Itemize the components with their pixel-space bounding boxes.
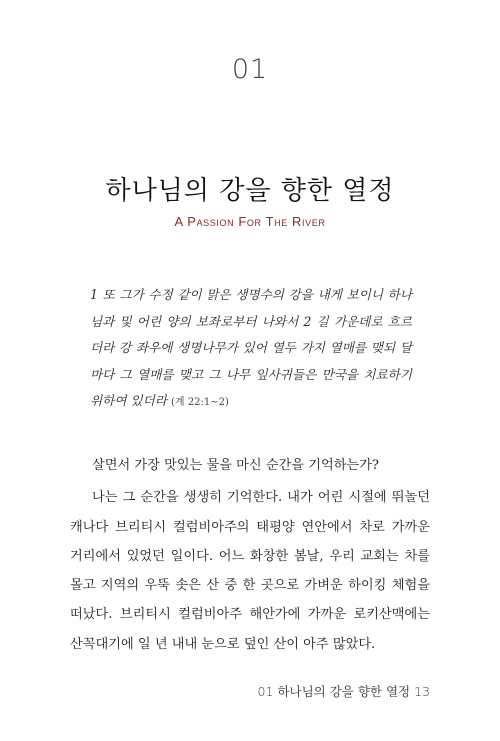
body-paragraph: 나는 그 순간을 생생히 기억한다. 내가 어린 시절에 뛰놀던 캐나다 브리티시 컬럼비아주의 태평양 연안에서 차로 가까운 거리에서 있었던 일이다. 어느 화창한 봄날, 우리 교회는 차를 몰고 지역의 우뚝 솟은 산 중 한 곳으로 가벼운 하이킹 체험을 떠났다. 브리티시 컬럼비아주 해안가에 가까운 로키산맥에는 산꼭대기에 일 년 내내 눈으로 덮인 산이 아주 많았다. [70, 490, 430, 652]
chapter-number: 01 [231, 54, 269, 85]
footer-chapter-label: 01 [257, 684, 274, 699]
chapter-subtitle: A Passion For The River [174, 214, 326, 229]
epigraph-reference: (계 22:1~2) [171, 397, 229, 408]
scripture-epigraph [90, 282, 412, 417]
chapter-title: 하나님의 강을 향한 열정 [105, 176, 395, 206]
footer-chapter-title: 하나님의 강을 향한 열정 [277, 684, 411, 699]
epigraph-text: 1 또 그가 수정 같이 맑은 생명수의 강을 내게 보이니 하나님과 및 어린 양의 보좌로부터 나와서 2 길 가운데로 흐르더라 강 좌우에 생명나무가 있어 열두 가지 열매를 맺되 달마다 그 열매를 맺고 그 나무 잎사귀들은 만국을 치료하기 위하여 있더라 [90, 287, 412, 408]
body-paragraph: 살면서 가장 맛있는 물을 마신 순간을 기억하는가? [92, 458, 380, 473]
running-footer [258, 682, 430, 700]
body-text [70, 451, 430, 662]
page-number: 13 [414, 684, 430, 699]
